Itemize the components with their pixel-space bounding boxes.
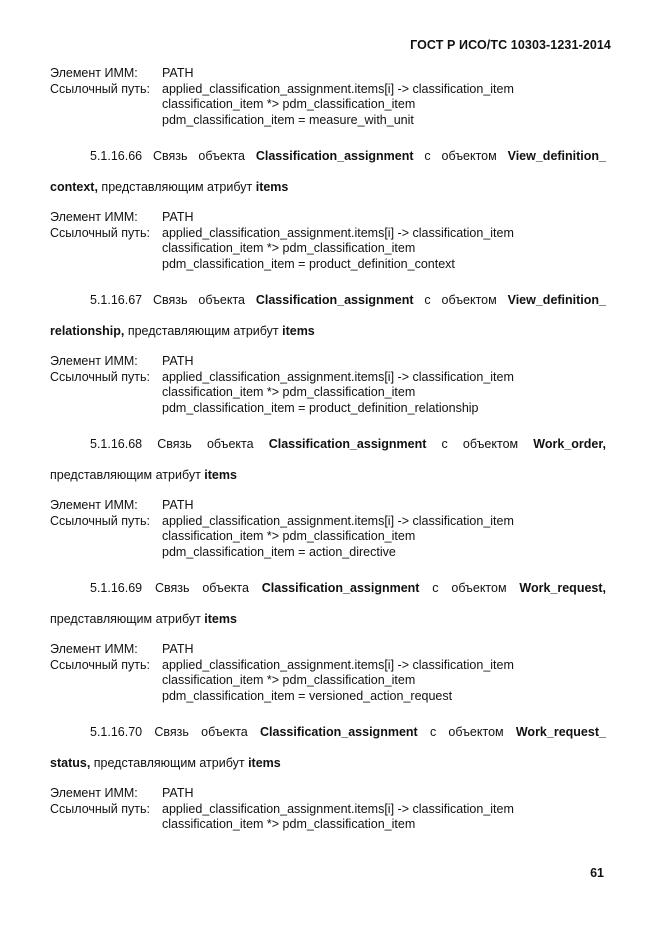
element-value: PATH: [162, 210, 194, 224]
section-5.1.16.66: [50, 148, 606, 272]
section-number: 5.1.16.69: [90, 581, 143, 595]
mapping-block: [50, 210, 606, 272]
mapping-block-initial: [50, 66, 606, 128]
path-line: pdm_classification_item = product_definition_context: [162, 256, 455, 271]
heading-tail: представляющим атрибут: [50, 468, 201, 482]
element-label: Элемент ИММ:: [50, 786, 138, 800]
section-heading-continuation: [50, 467, 606, 483]
section-heading-continuation: [50, 611, 606, 627]
entity-name: Classification_assignment: [255, 293, 414, 307]
mapping-block: [50, 498, 606, 560]
element-label: Элемент ИММ:: [50, 354, 138, 368]
path-line: pdm_classification_item = versioned_action_request: [162, 688, 453, 703]
path-lines: [162, 514, 606, 561]
section-heading: [50, 436, 606, 452]
path-lines: [162, 802, 606, 833]
heading-tail: представляющим атрибут: [127, 324, 279, 338]
heading-text: с объектом: [424, 149, 497, 163]
path-label: Ссылочный путь:: [50, 81, 150, 96]
section-heading: [50, 724, 606, 740]
element-label: Элемент ИММ:: [50, 210, 138, 224]
section-heading: [50, 580, 606, 596]
path-line: applied_classification_assignment.items[i] -> classification_item: [162, 225, 514, 240]
target-entity-continued: status,: [50, 756, 91, 770]
page-content: [50, 66, 606, 833]
attribute-name: items: [255, 180, 289, 194]
heading-text: Связь объекта: [154, 581, 249, 595]
section-5.1.16.70: [50, 724, 606, 833]
target-entity: Work_request_: [515, 725, 606, 739]
heading-text: Связь объекта: [153, 149, 245, 163]
path-line: classification_item *> pdm_classification_item: [162, 241, 416, 255]
path-label: Ссылочный путь:: [50, 369, 150, 384]
heading-text: с объектом: [424, 293, 497, 307]
section-number: 5.1.16.67: [90, 293, 143, 307]
path-line: pdm_classification_item = action_directive: [162, 544, 396, 559]
element-label: Элемент ИММ:: [50, 498, 138, 512]
path-line: applied_classification_assignment.items[i] -> classification_item: [162, 513, 514, 528]
mapping-block: [50, 642, 606, 704]
path-line: classification_item *> pdm_classification_item: [162, 97, 416, 111]
element-value: PATH: [162, 498, 194, 512]
element-label: Элемент ИММ:: [50, 642, 138, 656]
entity-name: Classification_assignment: [255, 149, 414, 163]
path-lines: [162, 370, 606, 417]
path-line: applied_classification_assignment.items[i] -> classification_item: [162, 801, 514, 816]
element-value: PATH: [162, 66, 194, 80]
heading-text: с объектом: [429, 725, 504, 739]
target-entity: View_definition_: [507, 149, 606, 163]
path-line: applied_classification_assignment.items[i] -> classification_item: [162, 657, 514, 672]
sections-container: [50, 148, 606, 833]
section-heading-continuation: [50, 755, 606, 771]
path-lines: [162, 82, 606, 129]
heading-tail: представляющим атрибут: [93, 756, 245, 770]
section-number: 5.1.16.70: [90, 725, 143, 739]
section-number: 5.1.16.68: [90, 437, 143, 451]
heading-text: с объектом: [432, 581, 507, 595]
section-heading-continuation: [50, 179, 606, 195]
attribute-name: items: [204, 612, 237, 626]
path-line: applied_classification_assignment.items[i] -> classification_item: [162, 81, 514, 96]
section-5.1.16.68: [50, 436, 606, 560]
page-number: 61: [590, 866, 604, 880]
path-label: Ссылочный путь:: [50, 225, 150, 240]
element-value: PATH: [162, 786, 194, 800]
mapping-block: [50, 786, 606, 833]
entity-name: Classification_assignment: [261, 581, 420, 595]
heading-text: с объектом: [441, 437, 519, 451]
element-label: Элемент ИММ:: [50, 66, 138, 80]
attribute-name: items: [248, 756, 281, 770]
section-heading: [50, 148, 606, 164]
path-label: Ссылочный путь:: [50, 657, 150, 672]
path-line: classification_item *> pdm_classification_item: [162, 385, 416, 399]
path-line: classification_item *> pdm_classification_item: [162, 673, 416, 687]
path-label: Ссылочный путь:: [50, 801, 150, 816]
attribute-name: items: [282, 324, 315, 338]
heading-text: Связь объекта: [154, 725, 248, 739]
target-entity-continued: context,: [50, 180, 98, 194]
path-lines: [162, 226, 606, 273]
mapping-block: [50, 354, 606, 416]
document-header: ГОСТ Р ИСО/ТС 10303-1231-2014: [410, 38, 611, 52]
element-value: PATH: [162, 642, 194, 656]
heading-text: Связь объекта: [153, 293, 245, 307]
section-number: 5.1.16.66: [90, 149, 143, 163]
heading-tail: представляющим атрибут: [101, 180, 253, 194]
target-entity: Work_request,: [519, 581, 606, 595]
path-line: pdm_classification_item = measure_with_unit: [162, 112, 414, 127]
heading-text: Связь объекта: [157, 437, 254, 451]
target-entity: Work_order,: [533, 437, 606, 451]
attribute-name: items: [204, 468, 237, 482]
target-entity: View_definition_: [507, 293, 606, 307]
path-line: applied_classification_assignment.items[i] -> classification_item: [162, 369, 514, 384]
entity-name: Classification_assignment: [268, 437, 427, 451]
target-entity-continued: relationship,: [50, 324, 125, 338]
section-5.1.16.69: [50, 580, 606, 704]
path-label: Ссылочный путь:: [50, 513, 150, 528]
section-heading: [50, 292, 606, 308]
section-heading-continuation: [50, 323, 606, 339]
path-line: pdm_classification_item = product_definition_relationship: [162, 400, 479, 415]
path-line: classification_item *> pdm_classification_item: [162, 529, 416, 543]
heading-tail: представляющим атрибут: [50, 612, 201, 626]
element-value: PATH: [162, 354, 194, 368]
path-lines: [162, 658, 606, 705]
section-5.1.16.67: [50, 292, 606, 416]
entity-name: Classification_assignment: [260, 725, 418, 739]
path-line: classification_item *> pdm_classification_item: [162, 817, 416, 831]
